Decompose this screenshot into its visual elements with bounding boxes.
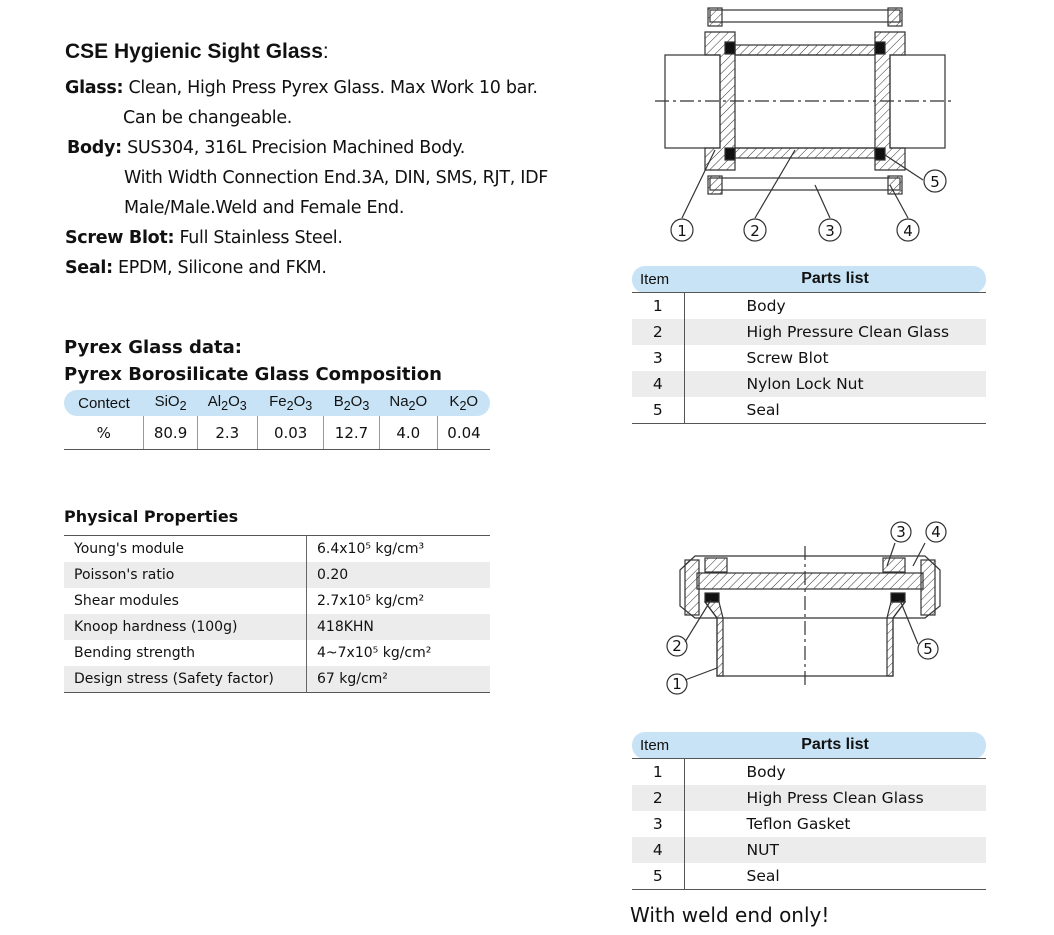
physical-title: Physical Properties [64,507,239,526]
callout-label: 4 [931,523,941,541]
prop-value: 4~7x10⁵ kg/cm² [317,645,432,661]
composition-title: Pyrex Borosilicate Glass Composition [64,364,442,385]
table-row [64,536,490,563]
glass-data-title: Pyrex Glass data: [64,337,242,358]
comp-cell: % [64,416,144,450]
comp-header-b2o3: $B_2O_3$ [324,390,379,416]
callout-label: 5 [930,173,940,191]
comp-header-na2o: $Na_2O$ [379,390,437,416]
prop-value: 6.4x10⁵ kg/cm³ [317,541,425,557]
callout-label: 3 [896,523,906,541]
table-row [632,345,986,371]
comp-cell: 0.03 [257,416,324,450]
composition-table [64,390,490,450]
part-number: 5 [632,863,684,890]
comp-cell: 0.04 [438,416,491,450]
callout-label: 5 [923,640,933,658]
table-row [632,293,986,320]
part-number: 4 [632,371,684,397]
table-row [64,562,490,588]
callout-label: 2 [750,222,760,240]
prop-value: 418KHN [307,614,491,640]
comp-cell: 2.3 [197,416,257,450]
part-name: Body [746,297,786,315]
comp-header-contect: Contect [64,390,144,416]
part-number: 1 [632,293,684,320]
sight-glass-diagram-bottom [655,518,955,698]
callout-label: 1 [677,222,687,240]
prop-value: 2.7x10⁵ kg/cm² [317,593,425,609]
prop-name: Shear modules [64,588,307,614]
table-row [64,640,490,666]
part-number: 1 [632,759,684,786]
table-row [632,371,986,397]
table-row [632,863,986,890]
spec-body-line2: With Width Connection End.3A, DIN, SMS, RJT, IDF [124,168,549,188]
prop-name: Young's module [64,536,307,563]
comp-header-k2o: $K_2O$ [438,390,491,416]
table-row [64,416,490,450]
parts-list-top [632,266,986,424]
table-row [632,785,986,811]
comp-header-fe2o3: $Fe_2O_3$ [257,390,324,416]
spec-screw: Screw Blot: Full Stainless Steel. [65,228,343,248]
part-name: Teflon Gasket [746,815,851,833]
parts-header-list: Parts list [684,266,986,293]
callout-label: 1 [672,675,682,693]
part-name: Screw Blot [746,349,829,367]
callout-label: 2 [672,637,682,655]
table-row [632,837,986,863]
page-title: CSE Hygienic Sight Glass: [65,40,329,63]
table-row [64,666,490,693]
spec-body: Body: SUS304, 316L Precision Machined Body. [67,138,466,158]
parts-header-item: Item [632,266,684,293]
part-name: High Press Clean Glass [684,785,986,811]
parts-header-list: Parts list [684,732,986,759]
callout-label: 4 [903,222,913,240]
part-number: 4 [632,837,684,863]
comp-cell: 12.7 [324,416,379,450]
table-row [632,397,986,424]
part-name: High Pressure Clean Glass [684,319,986,345]
table-row [632,759,986,786]
part-name: NUT [684,837,986,863]
table-row [632,811,986,837]
callout-label: 3 [825,222,835,240]
prop-name: Design stress (Safety factor) [64,666,307,693]
table-row [64,614,490,640]
spec-glass-line2: Can be changeable. [123,108,293,128]
physical-table [64,535,490,693]
prop-name: Bending strength [64,640,307,666]
prop-name: Poisson's ratio [64,562,307,588]
spec-body-line3: Male/Male.Weld and Female End. [124,198,405,218]
part-number: 5 [632,397,684,424]
part-name: Nylon Lock Nut [684,371,986,397]
part-name: Seal [746,867,780,885]
part-number: 3 [632,345,684,371]
prop-value: 67 kg/cm² [307,666,491,693]
part-name: Seal [746,401,780,419]
spec-seal: Seal: EPDM, Silicone and FKM. [65,258,327,278]
comp-cell: 80.9 [144,416,197,450]
comp-cell: 4.0 [379,416,437,450]
sight-glass-diagram-top [650,0,960,250]
comp-header-sio2: SiO$_2$ [144,390,197,416]
part-name: Body [746,763,786,781]
part-number: 2 [632,785,684,811]
table-row [64,588,490,614]
comp-header-al2o3: $Al_2O_3$ [197,390,257,416]
spec-glass: Glass: Clean, High Press Pyrex Glass. Max Work 10 bar. [65,78,538,98]
part-number: 3 [632,811,684,837]
part-number: 2 [632,319,684,345]
prop-name: Knoop hardness (100g) [64,614,307,640]
parts-header-item: Item [632,732,684,759]
weld-end-note: With weld end only! [630,903,830,927]
parts-list-bottom [632,732,986,890]
table-row [632,319,986,345]
prop-value: 0.20 [307,562,491,588]
